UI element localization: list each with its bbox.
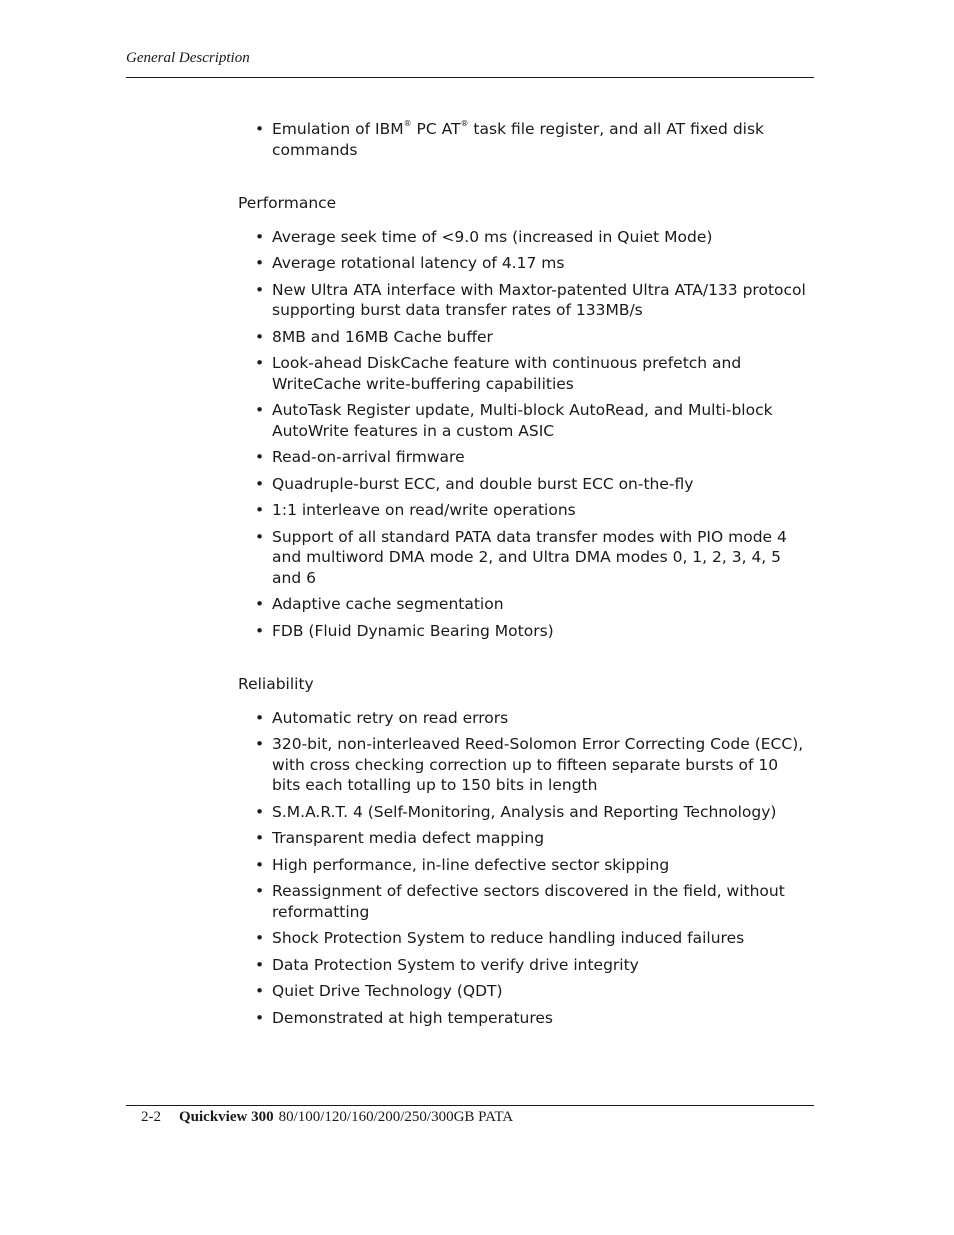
page-body: [238, 119, 808, 1034]
list-item-text: Data Protection System to verify drive integrity: [272, 955, 639, 974]
list-item: [238, 253, 808, 274]
list-item: [238, 280, 808, 321]
list-item: [238, 1008, 808, 1029]
list-item-text: Quiet Drive Technology (QDT): [272, 982, 503, 1000]
product-name: Quickview 300: [179, 1109, 274, 1125]
registered-mark: ®: [460, 119, 469, 128]
reliability-list: [238, 708, 808, 1029]
bullet-icon: •: [255, 227, 265, 246]
intro-list: [238, 119, 808, 160]
list-item: [238, 881, 808, 922]
bullet-icon: •: [255, 882, 265, 900]
list-item: [238, 353, 808, 394]
list-item-text: AutoTask Register update, Multi-block AutoRead, and Multi-block AutoWrite features in a custom ASIC: [272, 401, 773, 440]
list-item-text: Average rotational latency of 4.17 ms: [272, 254, 565, 272]
list-item-text: S.M.A.R.T. 4 (Self-Monitoring, Analysis and Reporting Technology): [272, 802, 777, 821]
header-rule: [126, 77, 814, 78]
list-item: [238, 447, 808, 468]
bullet-icon: •: [255, 802, 265, 821]
list-item: [238, 955, 808, 976]
list-item: [238, 734, 808, 796]
list-item: [238, 802, 808, 823]
list-item: [238, 828, 808, 849]
product-capacities: 80/100/120/160/200/250/300GB PATA: [278, 1109, 514, 1125]
intro-text-part2: PC AT: [411, 120, 461, 138]
list-item: [238, 855, 808, 876]
bullet-icon: •: [255, 708, 265, 727]
list-item-text: Support of all standard PATA data transfer modes with PIO mode 4 and multiword DMA mode 2, and Ultra DMA modes 0, 1, 2, 3, 4, 5 and 6: [272, 527, 787, 587]
list-item: [238, 500, 808, 521]
bullet-icon: •: [255, 120, 265, 138]
bullet-icon: •: [255, 448, 265, 466]
list-item: [238, 400, 808, 441]
bullet-icon: •: [255, 982, 265, 1000]
list-item-text: Look-ahead DiskCache feature with continuous prefetch and WriteCache write-buffering capabilities: [272, 354, 742, 393]
list-item: [238, 621, 808, 642]
list-item-text: Adaptive cache segmentation: [272, 595, 504, 613]
running-header: General Description: [126, 50, 250, 66]
list-item: [238, 594, 808, 615]
performance-list: [238, 227, 808, 642]
registered-mark: ®: [403, 119, 412, 128]
bullet-icon: •: [255, 955, 265, 974]
bullet-icon: •: [255, 855, 265, 874]
list-item: [238, 708, 808, 729]
list-item-text: Reassignment of defective sectors discovered in the field, without reformatting: [272, 882, 785, 921]
bullet-icon: •: [255, 501, 265, 519]
intro-text-part3: task file register, and all AT fixed disk commands: [272, 120, 765, 159]
list-item: [238, 527, 808, 589]
list-item-text: Read-on-arrival firmware: [272, 448, 465, 466]
bullet-icon: •: [255, 401, 265, 419]
bullet-icon: •: [255, 621, 265, 640]
bullet-icon: •: [255, 1008, 265, 1027]
intro-text-part1: Emulation of IBM: [272, 120, 404, 138]
list-item-text: High performance, in-line defective sector skipping: [272, 855, 670, 874]
bullet-icon: •: [255, 254, 265, 272]
list-item-text: Shock Protection System to reduce handling induced failures: [272, 929, 745, 947]
list-item-text: Quadruple-burst ECC, and double burst ECC on-the-fly: [272, 474, 694, 493]
list-item-text: Transparent media defect mapping: [272, 829, 545, 847]
list-item-text: 8MB and 16MB Cache buffer: [272, 327, 493, 346]
bullet-icon: •: [255, 595, 265, 613]
list-item-text: FDB (Fluid Dynamic Bearing Motors): [272, 621, 554, 640]
page-footer: [141, 1109, 513, 1126]
bullet-icon: •: [255, 280, 265, 299]
list-item: [238, 981, 808, 1002]
bullet-icon: •: [255, 735, 265, 753]
bullet-icon: •: [255, 829, 265, 847]
section-heading-performance: Performance: [238, 194, 337, 212]
list-item-text: Automatic retry on read errors: [272, 708, 509, 727]
section-heading-reliability: Reliability: [238, 675, 314, 693]
list-item: [238, 928, 808, 949]
list-item: [238, 474, 808, 495]
list-item-text: New Ultra ATA interface with Maxtor-patented Ultra ATA/133 protocol supporting burst data transfer rates of 133MB/s: [272, 280, 806, 319]
list-item: [238, 227, 808, 248]
bullet-icon: •: [255, 354, 265, 372]
page-number: 2-2: [141, 1109, 161, 1125]
bullet-icon: •: [255, 527, 265, 546]
list-item: [238, 119, 808, 160]
list-item-text: Average seek time of <9.0 ms (increased in Quiet Mode): [272, 227, 713, 246]
bullet-icon: •: [255, 327, 265, 346]
list-item-text: Demonstrated at high temperatures: [272, 1008, 554, 1027]
list-item-text: 1:1 interleave on read/write operations: [272, 501, 576, 519]
bullet-icon: •: [255, 474, 265, 493]
list-item-text: 320-bit, non-interleaved Reed-Solomon Error Correcting Code (ECC), with cross checking correction up to fifteen separate bursts of 10 bits each totalling up to 150 bits in length: [272, 735, 804, 794]
list-item: [238, 327, 808, 348]
footer-rule: [126, 1105, 814, 1106]
bullet-icon: •: [255, 929, 265, 947]
